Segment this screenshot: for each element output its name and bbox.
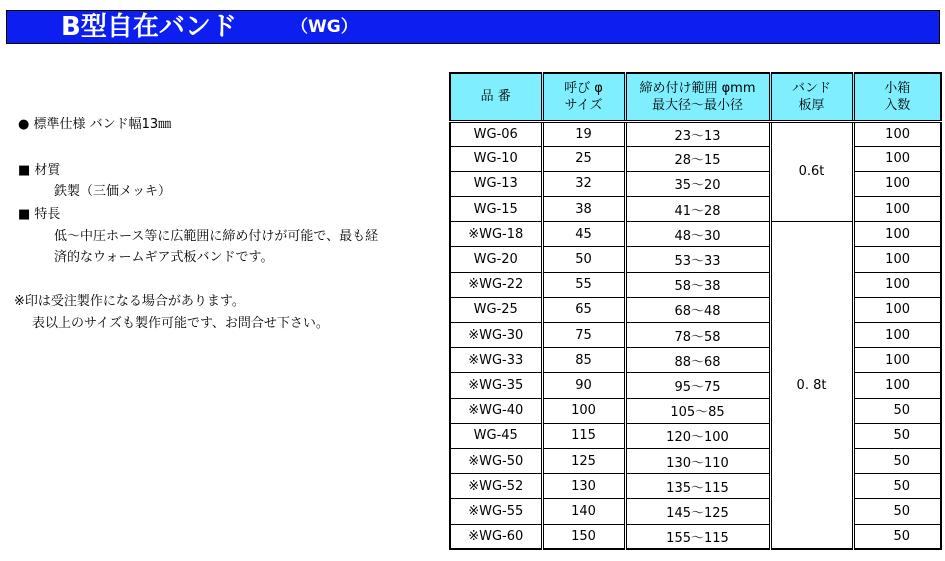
col-header-thickness: バンド 板厚: [770, 73, 853, 121]
cell-range: 28～15: [625, 146, 770, 171]
cell-size: 100: [542, 398, 625, 423]
cell-range: 95～75: [625, 373, 770, 398]
cell-code: ※WG-60: [450, 524, 542, 549]
cell-code: ※WG-55: [450, 499, 542, 524]
feature-heading: ■ 特長: [18, 207, 61, 222]
table-row: [450, 474, 941, 499]
cell-code: WG-06: [450, 121, 542, 146]
table-row: [450, 197, 941, 222]
cell-quantity: 100: [853, 297, 941, 322]
standard-spec: ● 標準仕様 バンド幅13㎜: [18, 117, 172, 132]
cell-size: 55: [542, 272, 625, 297]
table-row: [450, 121, 941, 146]
material-heading: ■ 材質: [18, 163, 61, 178]
table-row: [450, 499, 941, 524]
cell-code: ※WG-52: [450, 474, 542, 499]
table-row: [450, 323, 941, 348]
page-subtitle: （WG）: [291, 17, 358, 37]
feature-line-1: 低～中圧ホース等に広範囲に締め付けが可能で、最も経: [54, 229, 379, 244]
cell-range: 68～48: [625, 297, 770, 322]
cell-range: 135～115: [625, 474, 770, 499]
spec-table: [449, 72, 942, 550]
cell-size: 75: [542, 323, 625, 348]
col-header-quantity: 小箱 入数: [853, 73, 941, 121]
cell-quantity: 50: [853, 499, 941, 524]
cell-quantity: 100: [853, 171, 941, 196]
cell-range: 58～38: [625, 272, 770, 297]
title-bar: [6, 10, 940, 44]
cell-code: ※WG-33: [450, 348, 542, 373]
cell-size: 38: [542, 197, 625, 222]
table-row: [450, 524, 941, 549]
table-row: [450, 448, 941, 473]
cell-quantity: 50: [853, 474, 941, 499]
cell-size: 85: [542, 348, 625, 373]
cell-thickness: 0.6t: [770, 121, 853, 222]
cell-range: 130～110: [625, 448, 770, 473]
table-row: [450, 272, 941, 297]
cell-range: 23～13: [625, 121, 770, 146]
cell-code: WG-20: [450, 247, 542, 272]
cell-quantity: 100: [853, 323, 941, 348]
cell-quantity: 100: [853, 348, 941, 373]
table-row: [450, 297, 941, 322]
cell-code: ※WG-30: [450, 323, 542, 348]
cell-code: ※WG-18: [450, 222, 542, 247]
material-value: 鉄製（三価メッキ）: [54, 184, 172, 199]
cell-code: WG-13: [450, 171, 542, 196]
feature-line-2: 済的なウォームギア式板バンドです。: [54, 250, 274, 265]
cell-size: 32: [542, 171, 625, 196]
table-row: [450, 423, 941, 448]
cell-range: 35～20: [625, 171, 770, 196]
cell-range: 88～68: [625, 348, 770, 373]
cell-quantity: 100: [853, 197, 941, 222]
cell-range: 53～33: [625, 247, 770, 272]
table-row: [450, 373, 941, 398]
col-header-code: 品 番: [450, 73, 542, 121]
cell-size: 150: [542, 524, 625, 549]
cell-range: 41～28: [625, 197, 770, 222]
cell-code: WG-45: [450, 423, 542, 448]
cell-quantity: 50: [853, 448, 941, 473]
table-row: [450, 398, 941, 423]
table-row: [450, 171, 941, 196]
cell-size: 45: [542, 222, 625, 247]
cell-size: 125: [542, 448, 625, 473]
cell-code: WG-10: [450, 146, 542, 171]
cell-quantity: 50: [853, 524, 941, 549]
cell-range: 145～125: [625, 499, 770, 524]
cell-quantity: 100: [853, 373, 941, 398]
cell-quantity: 100: [853, 121, 941, 146]
table-header-row: [450, 73, 941, 121]
table-row: [450, 247, 941, 272]
footnote-2: 表以上のサイズも製作可能です、お問合せ下さい。: [32, 316, 329, 331]
cell-size: 25: [542, 146, 625, 171]
cell-size: 130: [542, 474, 625, 499]
cell-code: ※WG-50: [450, 448, 542, 473]
cell-quantity: 50: [853, 423, 941, 448]
cell-size: 19: [542, 121, 625, 146]
cell-range: 78～58: [625, 323, 770, 348]
cell-range: 48～30: [625, 222, 770, 247]
table-row: [450, 222, 941, 247]
cell-range: 120～100: [625, 423, 770, 448]
col-header-range: 締め付け範囲 φmm 最大径～最小径: [625, 73, 770, 121]
cell-range: 105～85: [625, 398, 770, 423]
cell-quantity: 100: [853, 247, 941, 272]
cell-size: 115: [542, 423, 625, 448]
cell-quantity: 100: [853, 146, 941, 171]
table-row: [450, 146, 941, 171]
cell-code: WG-25: [450, 297, 542, 322]
footnote-1: ※印は受注製作になる場合があります。: [14, 294, 245, 309]
cell-code: ※WG-35: [450, 373, 542, 398]
cell-thickness: 0. 8t: [770, 222, 853, 549]
cell-quantity: 100: [853, 222, 941, 247]
col-header-size: 呼び φ サイズ: [542, 73, 625, 121]
cell-quantity: 50: [853, 398, 941, 423]
cell-code: WG-15: [450, 197, 542, 222]
cell-range: 155～115: [625, 524, 770, 549]
cell-size: 140: [542, 499, 625, 524]
table-row: [450, 348, 941, 373]
cell-size: 65: [542, 297, 625, 322]
cell-size: 90: [542, 373, 625, 398]
cell-size: 50: [542, 247, 625, 272]
page-title: B型自在バンド: [61, 12, 237, 42]
cell-quantity: 100: [853, 272, 941, 297]
cell-code: ※WG-22: [450, 272, 542, 297]
cell-code: ※WG-40: [450, 398, 542, 423]
